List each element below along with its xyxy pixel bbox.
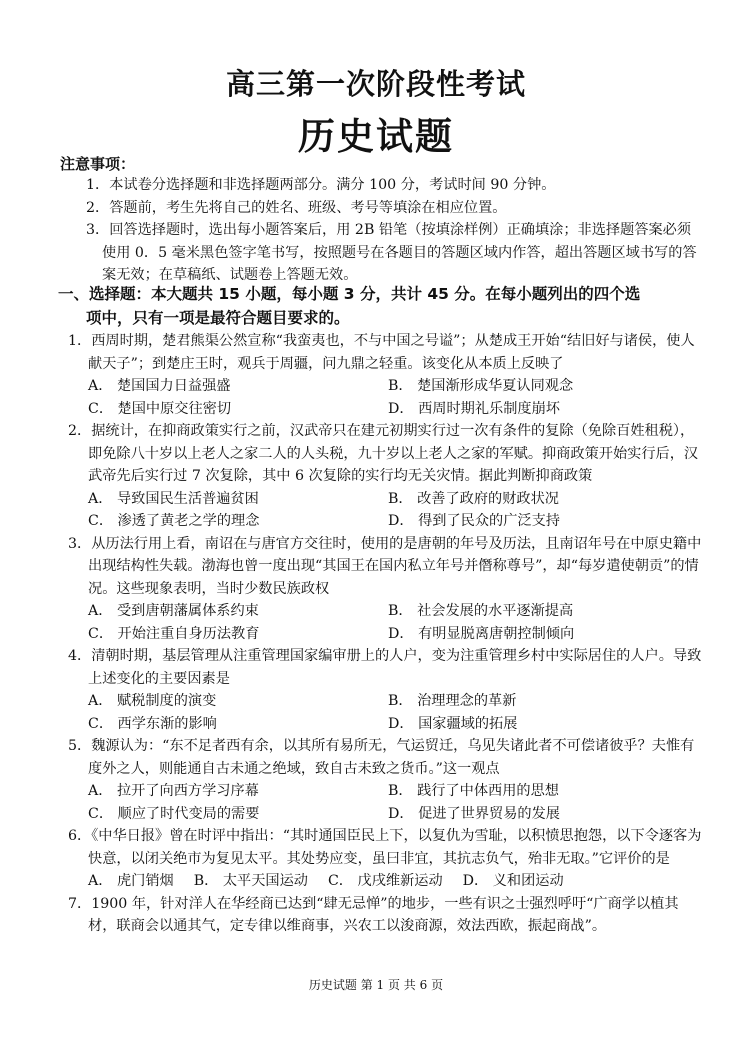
- option-a: A． 赋税制度的演变: [88, 693, 217, 709]
- question-stem: 6．《中华日报》曾在时评中指出：“其时通国臣民上下，以复仇为雪耻，以积愤思抱怨，以下令逐客为快意，以闭关绝市为复见太平。其处势应变，虽曰非宜，其抗志负气，殆非无取。”它评价的是: [68, 828, 702, 867]
- question-stem: 3．从历法行用上看，南诏在与唐官方交往时，使用的是唐朝的年号及历法，且南诏年号在中原史籍中出现结构性失载。渤海也曾一度出现“其国王在国内私立年号并僭称尊号”，却“每岁遣使朝贡”的情况。这些现象表明，当时少数民族政权: [68, 535, 702, 597]
- option-c: C． 戊戌维新运动: [327, 873, 443, 889]
- question-list: [60, 330, 702, 938]
- option-d: D． 国家疆域的拓展: [388, 715, 518, 732]
- option-c: C． 楚国中原交往密切: [88, 400, 232, 417]
- question-options: [88, 488, 702, 533]
- option-d: D． 义和团运动: [462, 873, 564, 889]
- option-b: B． 践行了中体西用的思想: [388, 783, 559, 799]
- option-a: A． 导致国民生活普遍贫困: [88, 490, 259, 507]
- notice-heading: 注意事项：: [60, 155, 136, 173]
- question-options: [88, 780, 702, 825]
- question-6: [60, 825, 702, 893]
- notice-item: 2．答题前，考生先将自己的姓名、班级、考号等填涂在相应位置。: [86, 199, 507, 216]
- question-1: [60, 330, 702, 420]
- option-d: D． 得到了民众的广泛支持: [388, 513, 560, 529]
- question-4: [60, 645, 702, 735]
- question-stem: 4．清朝时期，基层管理从注重管理国家编审册上的人户，变为注重管理乡村中实际居住的人户。导致上述变化的主要因素是: [68, 648, 702, 687]
- option-d: D． 促进了世界贸易的发展: [388, 805, 560, 822]
- question-5: [60, 735, 702, 825]
- question-options: [88, 375, 702, 420]
- section-heading-line1: 一、选择题：本大题共 15 小题，每小题 3 分，共计 45 分。在每小题列出的四个选: [58, 285, 641, 303]
- question-options: [88, 690, 702, 735]
- option-b: B． 社会发展的水平逐渐提高: [388, 603, 574, 619]
- question-stem: 7．1900 年，针对洋人在华经商已达到“肆无忌惮”的地步，一些有识之士强烈呼吁“广商学以植其材，联商会以通其气，定专律以维商事，兴农工以浚商源，效法西欧，振起商战”。: [68, 895, 679, 934]
- option-c: C． 西学东渐的影响: [88, 715, 217, 732]
- exam-title: 高三第一次阶段性考试: [225, 67, 526, 101]
- section-heading: [58, 282, 706, 330]
- option-c: C． 渗透了黄老之学的理念: [88, 513, 260, 529]
- notice-list: [60, 174, 702, 287]
- exam-subject-title: 历史试题: [298, 115, 454, 158]
- option-b: B． 治理理念的革新: [388, 693, 517, 709]
- option-d: D． 西周时期礼乐制度崩坏: [388, 400, 560, 417]
- question-3: [60, 533, 702, 646]
- question-2: [60, 420, 702, 533]
- question-options: [88, 600, 702, 645]
- option-b: B． 楚国渐形成华夏认同观念: [388, 378, 574, 394]
- option-d: D． 有明显脱离唐朝控制倾向: [388, 625, 575, 642]
- notice-item: 1．本试卷分选择题和非选择题两部分。满分 100 分，考试时间 90 分钟。: [86, 177, 556, 193]
- option-a: A． 受到唐朝藩属体系约束: [88, 603, 259, 619]
- question-options: [88, 870, 702, 893]
- option-b: B． 太平天国运动: [193, 873, 308, 889]
- option-a: A． 楚国国力日益强盛: [88, 378, 231, 394]
- question-stem: 2．据统计，在抑商政策实行之前，汉武帝只在建元初期实行过一次有条件的复除（免除百姓租税），即免除八十岁以上老人之家二人的人头税，九十岁以上老人之家的军赋。抑商政策开始实行后，汉武帝先后实行过 7 次复除，其中 6 次复除的实行均无关灾情。据此判断抑商政策: [68, 423, 699, 484]
- question-stem: 1．西周时期，楚君熊渠公然宣称“我蛮夷也，不与中国之号谥”；从楚成王开始“结旧好与诸侯，使人献天子”；到楚庄王时，观兵于周疆，问九鼎之轻重。该变化从本质上反映了: [68, 333, 695, 372]
- option-c: C． 开始注重自身历法教育: [88, 625, 260, 642]
- section-heading-line2: 项中，只有一项是最符合题目要求的。: [86, 309, 350, 327]
- notice-item: 3．回答选择题时，选出每小题答案后，用 2B 铅笔（按填涂样例）正确填涂；非选择题答案必须使用 0．5 毫米黑色签字笔书写，按照题号在各题目的答题区域内作答，超出答题区域书写的答案无效；在草稿纸、试题卷上答题无效。: [86, 222, 697, 283]
- question-7: [60, 893, 702, 938]
- option-a: A． 拉开了向西方学习序幕: [88, 783, 259, 799]
- option-b: B． 改善了政府的财政状况: [388, 490, 559, 507]
- option-a: A． 虎门销烟: [88, 873, 174, 889]
- option-c: C． 顺应了时代变局的需要: [88, 805, 260, 822]
- page-footer: 历史试题 第 1 页 共 6 页: [308, 978, 444, 992]
- question-stem: 5．魏源认为：“东不足者西有余，以其所有易所无，气运贸迁，乌见失诸此者不可偿诸彼乎？夫惟有度外之人，则能通自古未通之绝域，致自古未致之货币。”这一观点: [68, 738, 695, 777]
